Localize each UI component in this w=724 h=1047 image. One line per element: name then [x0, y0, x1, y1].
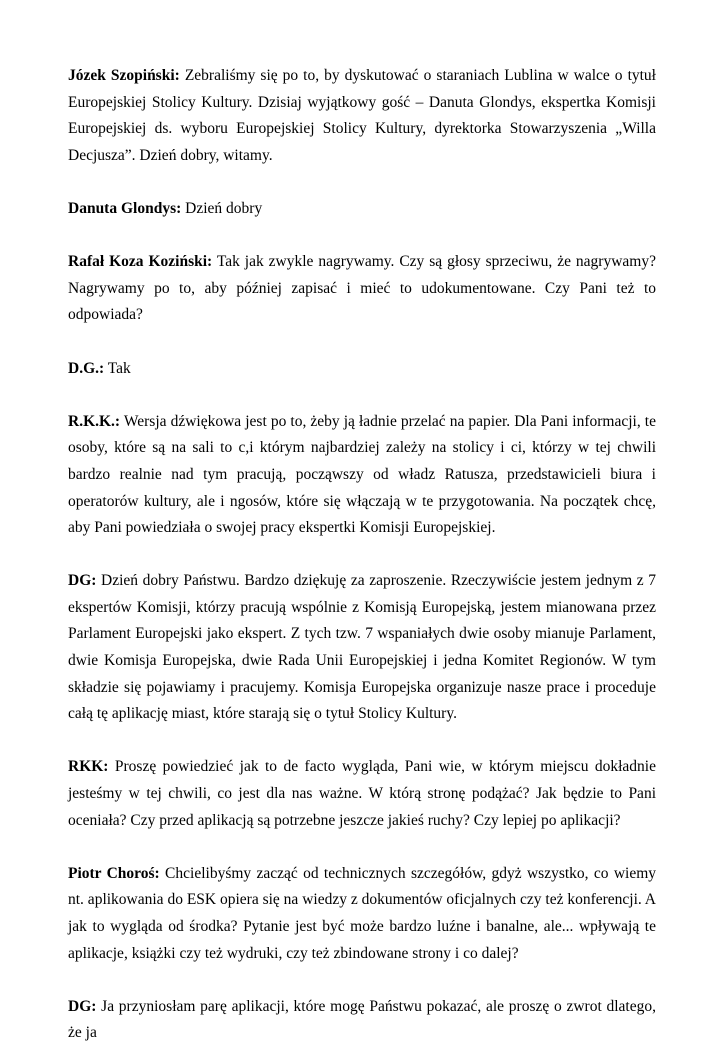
- transcript-paragraph: [68, 63, 656, 169]
- paragraph-text: Proszę powiedzieć jak to de facto wygląda, Pani wie, w którym miejscu dokładnie jesteśmy w tej chwili, co jest dla nas ważne. W którą stronę podążać? Jak będzie to Pani oceniała? Czy przed aplikacją są potrzebne jeszcze jakieś ruchy? Czy lepiej po aplikacji?: [68, 758, 656, 829]
- paragraph-text: Chcielibyśmy zacząć od technicznych szczegółów, gdyż wszystko, co wiemy nt. aplikowania do ESK opiera się na wiedzy z dokumentów oficjalnych czy też konferencji. A jak to wygląda od środka? Pytanie jest być może bardzo luźne i banalne, ale... wpływają te aplikacje, książki czy też wydruki, czy też zbindowane strony i co dalej?: [68, 864, 657, 962]
- paragraph-text: Tak jak zwykle nagrywamy. Czy są głosy sprzeciwu, że nagrywamy? Nagrywamy po to, aby później zapisać i mieć to udokumentowane. Czy Pani też to odpowiada?: [68, 253, 656, 324]
- transcript-paragraph: [68, 356, 656, 383]
- transcript-paragraph: [68, 249, 656, 329]
- paragraph-text: Tak: [104, 359, 131, 377]
- transcript-paragraph: [68, 994, 656, 1047]
- speaker-name: D.G.:: [68, 359, 105, 377]
- paragraph-text: Wersja dźwiękowa jest po to, żeby ją ładnie przelać na papier. Dla Pani informacji, te osoby, które są na sali to c,i którym najbardziej zależy na stolicy i ci, którzy w tej chwili bardzo realnie nad tym pracują, począwszy od władz Ratusza, przedstawicieli biura i operatorów kultury, ale i ngosów, które się włączają w te przygotowania. Na początek chcę, aby Pani powiedziała o swojej pracy ekspertki Komisji Europejskiej.: [68, 412, 656, 537]
- paragraph-text: Dzień dobry: [181, 199, 263, 217]
- speaker-name: R.K.K.:: [68, 412, 121, 430]
- speaker-name: DG:: [68, 572, 97, 590]
- speaker-name: Danuta Glondys:: [68, 199, 182, 217]
- speaker-name: Rafał Koza Koziński:: [68, 253, 213, 271]
- paragraph-text: Ja przyniosłam parę aplikacji, które mogę Państwu pokazać, ale proszę o zwrot dlatego, że ja: [68, 997, 656, 1042]
- transcript-paragraph: [68, 196, 656, 223]
- paragraph-text: Zebraliśmy się po to, by dyskutować o staraniach Lublina w walce o tytuł Europejskiej Stolicy Kultury. Dzisiaj wyjątkowy gość – Danuta Glondys, ekspertka Komisji Europejskiej ds. wyboru Europejskiej Stolicy Kultury, dyrektorka Stowarzyszenia „Willa Decjusza”. Dzień dobry, witamy.: [68, 67, 656, 164]
- transcript-paragraph: [68, 409, 656, 542]
- transcript-paragraph: [68, 754, 656, 834]
- paragraph-text: Dzień dobry Państwu. Bardzo dziękuję za zaproszenie. Rzeczywiście jestem jednym z 7 ekspertów Komisji, którzy pracują wspólnie z Komisją Europejską, jestem mianowana przez Parlament Europejski jako ekspert. Z tych tzw. 7 wspaniałych dwie osoby mianuje Parlament, dwie Komisja Europejska, dwie Rada Unii Europejskiej i jedna Komitet Regionów. W tym składzie się pojawiamy i pracujemy. Komisja Europejska organizuje nasze prace i proceduje całą tę aplikację miast, które starają się o tytuł Stolicy Kultury.: [68, 572, 656, 723]
- transcript-paragraph: [68, 861, 656, 967]
- transcript-paragraph: [68, 568, 656, 728]
- speaker-name: Piotr Choroś:: [68, 864, 160, 882]
- speaker-name: DG:: [68, 997, 97, 1015]
- speaker-name: Józek Szopiński:: [68, 67, 180, 84]
- speaker-name: RKK:: [68, 758, 109, 776]
- document-page: [68, 63, 656, 1047]
